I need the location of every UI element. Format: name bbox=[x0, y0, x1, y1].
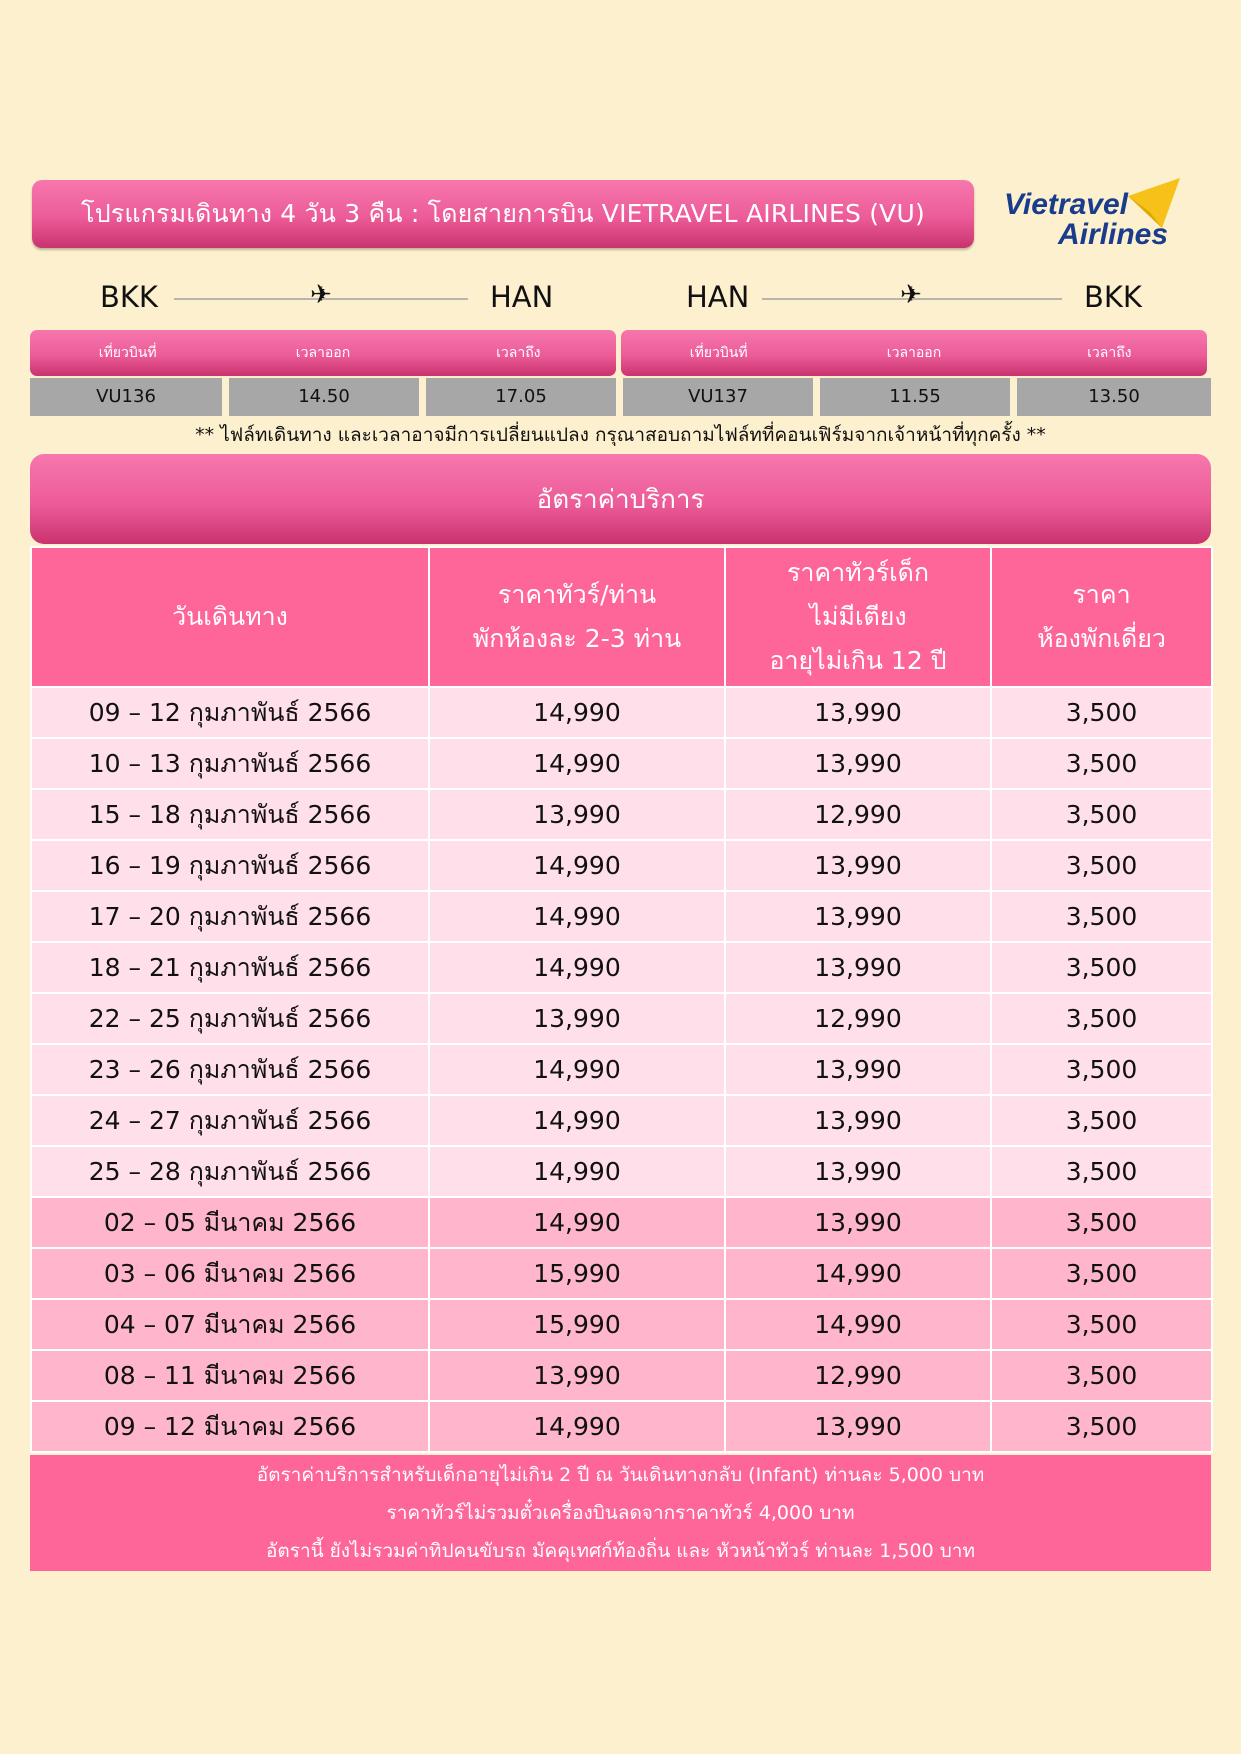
child-price-cell: 13,990 bbox=[725, 1401, 991, 1452]
header-child-price: ราคาทัวร์เด็ก ไม่มีเตียง อายุไม่เกิน 12 ปี bbox=[725, 547, 991, 687]
inbound-arrive-time: 13.50 bbox=[1017, 378, 1211, 416]
child-price-cell: 14,990 bbox=[725, 1299, 991, 1350]
travel-date-cell: 18 – 21 กุมภาพันธ์ 2566 bbox=[31, 942, 429, 993]
adult-price-cell: 13,990 bbox=[429, 993, 725, 1044]
single-room-cell: 3,500 bbox=[991, 942, 1212, 993]
child-price-cell: 13,990 bbox=[725, 1095, 991, 1146]
child-price-cell: 13,990 bbox=[725, 687, 991, 738]
table-header-row bbox=[31, 547, 1212, 687]
outbound-flight-header bbox=[30, 330, 616, 376]
travel-date-cell: 23 – 26 กุมภาพันธ์ 2566 bbox=[31, 1044, 429, 1095]
single-room-cell: 3,500 bbox=[991, 891, 1212, 942]
single-room-cell: 3,500 bbox=[991, 1197, 1212, 1248]
outbound-depart-time: 14.50 bbox=[229, 378, 419, 416]
adult-price-cell: 15,990 bbox=[429, 1248, 725, 1299]
rates-title: อัตราค่าบริการ bbox=[30, 454, 1211, 544]
header-single-room: ราคา ห้องพักเดี่ยว bbox=[991, 547, 1212, 687]
travel-date-cell: 03 – 06 มีนาคม 2566 bbox=[31, 1248, 429, 1299]
infant-note: อัตราค่าบริการสำหรับเด็กอายุไม่เกิน 2 ปี ณ วันเดินทางกลับ (Infant) ท่านละ 5,000 บาท bbox=[256, 1464, 985, 1486]
single-room-cell: 3,500 bbox=[991, 1401, 1212, 1452]
table-row bbox=[31, 1248, 1212, 1299]
no-ticket-note: ราคาทัวร์ไม่รวมตั๋วเครื่องบินลดจากราคาทัวร์ 4,000 บาท bbox=[386, 1502, 855, 1524]
travel-date-cell: 16 – 19 กุมภาพันธ์ 2566 bbox=[31, 840, 429, 891]
inbound-flight-number: VU137 bbox=[623, 378, 813, 416]
travel-date-cell: 09 – 12 มีนาคม 2566 bbox=[31, 1401, 429, 1452]
outbound-flight-number: VU136 bbox=[30, 378, 222, 416]
single-room-cell: 3,500 bbox=[991, 1095, 1212, 1146]
child-price-cell: 13,990 bbox=[725, 1197, 991, 1248]
origin-code: HAN bbox=[686, 280, 750, 314]
svg-text:Airlines: Airlines bbox=[1058, 218, 1169, 251]
adult-price-cell: 14,990 bbox=[429, 687, 725, 738]
outbound-arrive-time: 17.05 bbox=[426, 378, 616, 416]
adult-price-cell: 14,990 bbox=[429, 1095, 725, 1146]
child-price-cell: 13,990 bbox=[725, 891, 991, 942]
single-room-cell: 3,500 bbox=[991, 1146, 1212, 1197]
travel-date-cell: 04 – 07 มีนาคม 2566 bbox=[31, 1299, 429, 1350]
travel-date-cell: 17 – 20 กุมภาพันธ์ 2566 bbox=[31, 891, 429, 942]
table-row bbox=[31, 993, 1212, 1044]
travel-date-cell: 02 – 05 มีนาคม 2566 bbox=[31, 1197, 429, 1248]
table-row bbox=[31, 1350, 1212, 1401]
outbound-route bbox=[98, 280, 558, 320]
table-row bbox=[31, 891, 1212, 942]
header-adult-price: ราคาทัวร์/ท่าน พักห้องละ 2-3 ท่าน bbox=[429, 547, 725, 687]
vietravel-airlines-logo bbox=[1000, 176, 1190, 256]
price-table bbox=[30, 546, 1213, 1453]
child-price-cell: 12,990 bbox=[725, 789, 991, 840]
adult-price-cell: 13,990 bbox=[429, 789, 725, 840]
arrive-time-header: เวลาถึง bbox=[1087, 345, 1132, 361]
airplane-icon: ✈ bbox=[310, 280, 332, 310]
single-room-cell: 3,500 bbox=[991, 1350, 1212, 1401]
adult-price-cell: 15,990 bbox=[429, 1299, 725, 1350]
arrive-time-header: เวลาถึง bbox=[496, 345, 541, 361]
airplane-icon: ✈ bbox=[900, 280, 922, 310]
tip-note: อัตรานี้ ยังไม่รวมค่าทิปคนขับรถ มัคคุเทศก์ท้องถิ่น และ หัวหน้าทัวร์ ท่านละ 1,500 บาท bbox=[266, 1540, 975, 1562]
table-row bbox=[31, 1299, 1212, 1350]
travel-date-cell: 25 – 28 กุมภาพันธ์ 2566 bbox=[31, 1146, 429, 1197]
svg-text:Vietravel: Vietravel bbox=[1004, 188, 1128, 221]
child-price-cell: 13,990 bbox=[725, 1146, 991, 1197]
table-row bbox=[31, 738, 1212, 789]
destination-code: HAN bbox=[490, 280, 554, 314]
table-row bbox=[31, 942, 1212, 993]
child-price-cell: 13,990 bbox=[725, 942, 991, 993]
travel-date-cell: 24 – 27 กุมภาพันธ์ 2566 bbox=[31, 1095, 429, 1146]
travel-date-cell: 15 – 18 กุมภาพันธ์ 2566 bbox=[31, 789, 429, 840]
child-price-cell: 12,990 bbox=[725, 1350, 991, 1401]
child-price-cell: 12,990 bbox=[725, 993, 991, 1044]
table-row bbox=[31, 687, 1212, 738]
adult-price-cell: 14,990 bbox=[429, 840, 725, 891]
program-title: โปรแกรมเดินทาง 4 วัน 3 คืน : โดยสายการบิน VIETRAVEL AIRLINES (VU) bbox=[32, 180, 974, 248]
flight-number-header: เที่ยวบินที่ bbox=[689, 345, 748, 361]
travel-date-cell: 08 – 11 มีนาคม 2566 bbox=[31, 1350, 429, 1401]
depart-time-header: เวลาออก bbox=[886, 345, 942, 361]
flight-change-note: ** ไฟล์ทเดินทาง และเวลาอาจมีการเปลี่ยนแปลง กรุณาสอบถามไฟล์ทที่คอนเฟิร์มจากเจ้าหน้าที่ทุกครั้ง ** bbox=[195, 424, 1046, 446]
single-room-cell: 3,500 bbox=[991, 993, 1212, 1044]
adult-price-cell: 14,990 bbox=[429, 1401, 725, 1452]
table-row bbox=[31, 840, 1212, 891]
single-room-cell: 3,500 bbox=[991, 840, 1212, 891]
destination-code: BKK bbox=[1084, 280, 1142, 314]
table-row bbox=[31, 789, 1212, 840]
flight-number-header: เที่ยวบินที่ bbox=[98, 345, 157, 361]
origin-code: BKK bbox=[100, 280, 158, 314]
inbound-flight-header bbox=[621, 330, 1207, 376]
adult-price-cell: 14,990 bbox=[429, 1197, 725, 1248]
single-room-cell: 3,500 bbox=[991, 1299, 1212, 1350]
adult-price-cell: 14,990 bbox=[429, 738, 725, 789]
adult-price-cell: 13,990 bbox=[429, 1350, 725, 1401]
adult-price-cell: 14,990 bbox=[429, 942, 725, 993]
travel-date-cell: 10 – 13 กุมภาพันธ์ 2566 bbox=[31, 738, 429, 789]
travel-date-cell: 09 – 12 กุมภาพันธ์ 2566 bbox=[31, 687, 429, 738]
child-price-cell: 14,990 bbox=[725, 1248, 991, 1299]
adult-price-cell: 14,990 bbox=[429, 1044, 725, 1095]
table-row bbox=[31, 1197, 1212, 1248]
table-row bbox=[31, 1401, 1212, 1452]
single-room-cell: 3,500 bbox=[991, 1044, 1212, 1095]
table-row bbox=[31, 1044, 1212, 1095]
child-price-cell: 13,990 bbox=[725, 840, 991, 891]
table-row bbox=[31, 1095, 1212, 1146]
travel-date-cell: 22 – 25 กุมภาพันธ์ 2566 bbox=[31, 993, 429, 1044]
single-room-cell: 3,500 bbox=[991, 738, 1212, 789]
child-price-cell: 13,990 bbox=[725, 1044, 991, 1095]
header-travel-date: วันเดินทาง bbox=[31, 547, 429, 687]
single-room-cell: 3,500 bbox=[991, 789, 1212, 840]
adult-price-cell: 14,990 bbox=[429, 891, 725, 942]
inbound-route bbox=[686, 280, 1146, 320]
adult-price-cell: 14,990 bbox=[429, 1146, 725, 1197]
single-room-cell: 3,500 bbox=[991, 687, 1212, 738]
single-room-cell: 3,500 bbox=[991, 1248, 1212, 1299]
table-row bbox=[31, 1146, 1212, 1197]
child-price-cell: 13,990 bbox=[725, 738, 991, 789]
footer-notes bbox=[30, 1455, 1211, 1571]
inbound-depart-time: 11.55 bbox=[820, 378, 1010, 416]
depart-time-header: เวลาออก bbox=[295, 345, 351, 361]
